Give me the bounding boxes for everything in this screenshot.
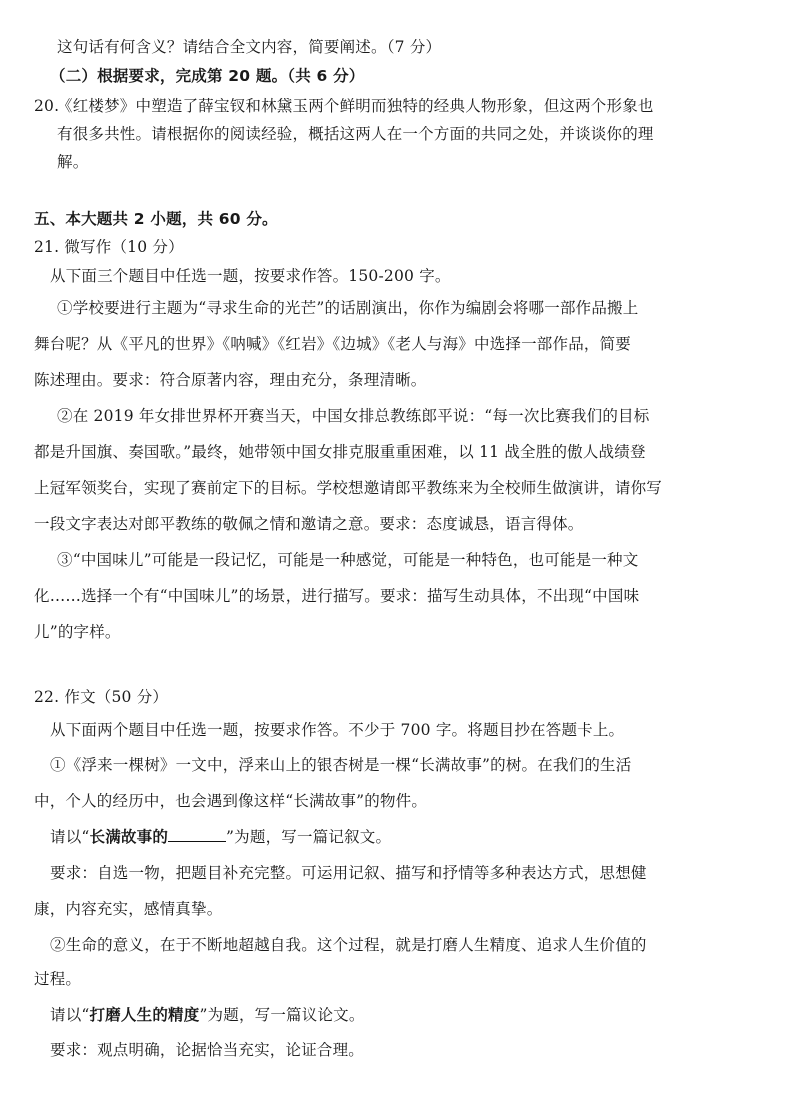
prompt1-title-bold: 长满故事的: [89, 828, 169, 846]
q20-line-2: 有很多共性。请根据你的阅读经验，概括这两人在一个方面的共同之处，并谈谈你的理: [57, 125, 654, 143]
q21-option3-line: 化……选择一个有“中国味儿”的场景，进行描写。要求：描写生动具体，不出现“中国味: [34, 587, 640, 605]
q22-option1-line: ①《浮来一棵树》一文中，浮来山上的银杏树是一棵“长满故事”的树。在我们的生活: [50, 756, 632, 774]
q22-option2-line: 过程。: [34, 970, 82, 988]
q21-instruction: 从下面三个题目中任选一题，按要求作答。150-200 字。: [50, 267, 451, 285]
q21-option3-line: ③“中国味儿”可能是一段记忆，可能是一种感觉，可能是一种特色，也可能是一种文: [57, 551, 639, 569]
q21-option2-line: 都是升国旗、奏国歌。”最终，她带领中国女排克服重重困难，以 11 战全胜的傲人战绩登: [34, 443, 646, 461]
q22-req2: 要求：观点明确，论据恰当充实，论证合理。: [50, 1041, 365, 1059]
q21-option3-line: 儿”的字样。: [34, 623, 121, 641]
fill-in-blank: [168, 827, 226, 842]
q21-option1-line: 舞台呢？从《平凡的世界》《呐喊》《红岩》《边城》《老人与海》中选择一部作品，简要: [34, 335, 632, 353]
prompt1-prefix: 请以“: [50, 828, 90, 846]
q19-tail: 这句话有何含义？请结合全文内容，简要阐述。（7 分）: [57, 38, 442, 56]
q20-line-1: 《红楼梦》中塑造了薛宝钗和林黛玉两个鲜明而独特的经典人物形象，但这两个形象也: [57, 97, 654, 115]
q21-option2-line: ②在 2019 年女排世界杯开赛当天，中国女排总教练郎平说：“每一次比赛我们的目标: [57, 407, 650, 425]
q22-option2-line: ②生命的意义，在于不断地超越自我。这个过程，就是打磨人生精度、追求人生价值的: [50, 936, 647, 954]
prompt1-suffix: ”为题，写一篇记叙文。: [226, 828, 392, 846]
q20-number: 20.: [34, 97, 60, 115]
q22-req1-line: 要求：自选一物，把题目补充完整。可运用记叙、描写和抒情等多种表达方式，思想健: [50, 864, 647, 882]
q20-line-3: 解。: [57, 153, 89, 171]
prompt2-title-bold: 打磨人生的精度: [89, 1006, 200, 1024]
q21-option2-line: 上冠军领奖台，实现了赛前定下的目标。学校想邀请郎平教练来为全校师生做演讲，请你写: [34, 479, 663, 497]
q22-req1-line: 康，内容充实，感情真挚。: [34, 900, 223, 918]
prompt2-suffix: ”为题，写一篇议论文。: [199, 1006, 365, 1024]
q22-instruction: 从下面两个题目中任选一题，按要求作答。不少于 700 字。将题目抄在答题卡上。: [50, 721, 625, 739]
q21-option1-line: 陈述理由。要求：符合原著内容，理由充分，条理清晰。: [34, 371, 427, 389]
q21-title: 21. 微写作（10 分）: [34, 238, 184, 256]
section5-heading: 五、本大题共 2 小题，共 60 分。: [34, 210, 278, 228]
q21-option1-line: ①学校要进行主题为“寻求生命的光芒”的话剧演出，你作为编剧会将哪一部作品搬上: [57, 299, 639, 317]
prompt2-prefix: 请以“: [50, 1006, 90, 1024]
q22-prompt2: [50, 1004, 365, 1026]
q22-prompt1: [50, 826, 391, 848]
part2-heading: （二）根据要求，完成第 20 题。（共 6 分）: [50, 67, 365, 85]
q22-option1-line: 中，个人的经历中，也会遇到像这样“长满故事”的物件。: [34, 792, 428, 810]
q22-title: 22. 作文（50 分）: [34, 688, 169, 706]
q21-option2-line: 一段文字表达对郎平教练的敬佩之情和邀请之意。要求：态度诚恳，语言得体。: [34, 515, 584, 533]
